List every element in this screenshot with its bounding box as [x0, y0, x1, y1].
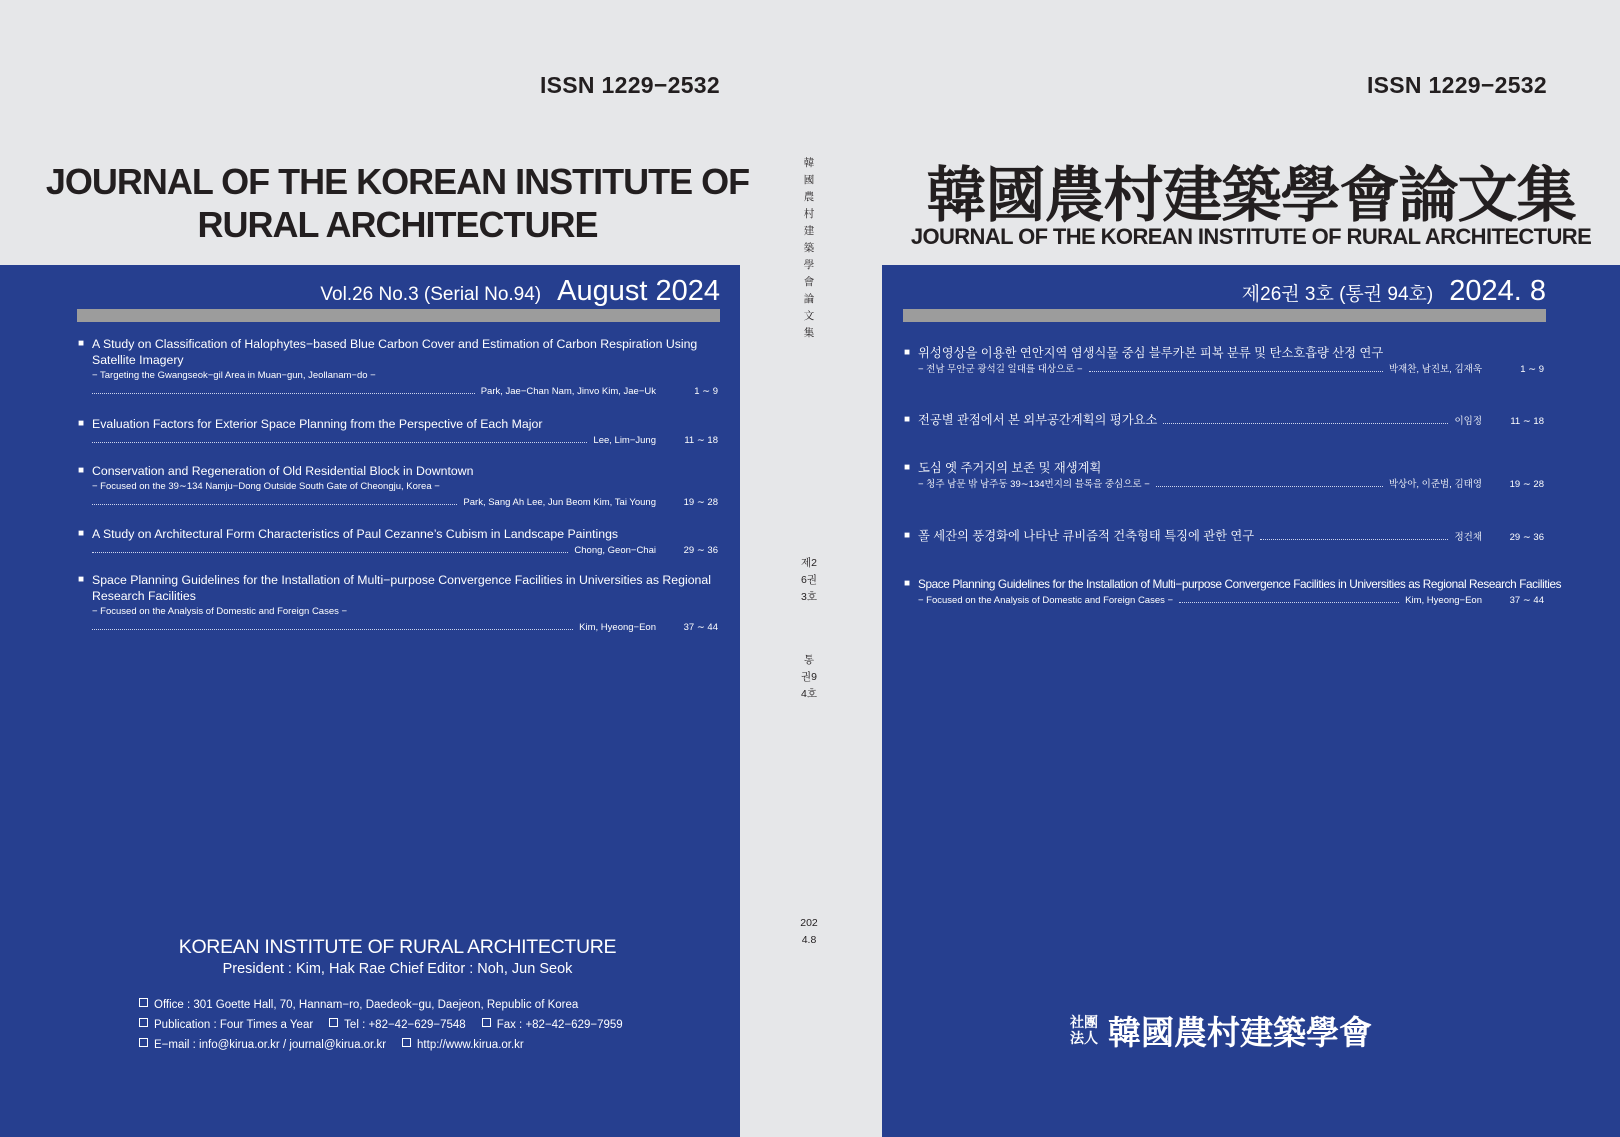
publisher-prefix-2: 法人 [1070, 1030, 1098, 1047]
front-publisher-block [1070, 1007, 1372, 1054]
back-article-authors: Lee, Lim−Jung [593, 435, 656, 446]
back-volume-line [320, 275, 720, 308]
front-article-subtitle: − 전남 무안군 광석길 일대를 대상으로 − [918, 364, 1083, 375]
back-article-pages: 29 ∼ 36 [683, 545, 718, 556]
back-fax: Fax : +82−42−629−7959 [496, 1019, 623, 1031]
spine-date: 2024.8 [800, 917, 818, 946]
back-article-authors: Park, Jae−Chan Nam, Jinvo Kim, Jae−Uk [480, 386, 656, 397]
back-article-2 [78, 416, 718, 448]
back-article-title: ■ A Study on Classification of Halophytes−based Blue Carbon Cover and Estimation of Carbon Respiration Using Satellite Imagery [78, 336, 718, 368]
back-article-pages: 11 ∼ 18 [684, 435, 718, 446]
back-contact-block [139, 995, 623, 1055]
back-article-byline [78, 385, 718, 399]
back-article-pages: 1 ∼ 9 [694, 386, 718, 397]
front-article-title: ■ 위성영상을 이용한 연안지역 염생식물 중심 블루카본 피복 분류 및 탄소호흡량 산정 연구 [904, 345, 1544, 361]
back-article-subtitle: − Focused on the 39∼134 Namju−Dong Outside South Gate of Cheongju, Korea − [92, 481, 440, 492]
spine-volume: 제26권3호 [801, 557, 817, 603]
back-institute-block [100, 935, 695, 979]
front-article-4 [904, 528, 1544, 546]
front-article-byline [904, 363, 1544, 377]
front-publisher-name: 韓國農村建築學會 [1108, 1013, 1372, 1052]
back-article-title: ■ Conservation and Regeneration of Old Residential Block in Downtown [78, 463, 718, 479]
publisher-corporation-mark [1070, 1015, 1098, 1047]
back-contact-line-2 [139, 1015, 623, 1035]
front-article-title: ■ 도심 옛 주거지의 보존 및 재생계획 [904, 460, 1544, 476]
back-volume: Vol.26 No.3 (Serial No.94) [320, 284, 542, 305]
front-article-authors: 정건채 [1454, 532, 1482, 543]
back-article-pages: 37 ∼ 44 [683, 622, 718, 633]
back-gray-rule [77, 309, 720, 322]
front-article-row [904, 528, 1544, 546]
back-date: August 2024 [557, 275, 720, 307]
back-article-byline [78, 496, 718, 510]
back-article-byline [78, 621, 718, 635]
front-article-row [904, 412, 1544, 430]
back-article-1 [78, 336, 718, 399]
back-journal-title [40, 160, 755, 246]
back-article-authors: Park, Sang Ah Lee, Jun Beom Kim, Tai Young [463, 497, 656, 508]
back-article-subtitle: − Focused on the Analysis of Domestic and Foreign Cases − [92, 606, 348, 617]
back-contact-line-1 [139, 995, 623, 1015]
back-contact-line-3 [139, 1035, 623, 1055]
front-date: 2024. 8 [1449, 275, 1546, 307]
back-publication: Publication : Four Times a Year [154, 1019, 314, 1031]
back-article-byline [78, 434, 718, 448]
front-article-3 [904, 460, 1544, 492]
back-article-subtitle: − Targeting the Gwangseok−gil Area in Muan−gun, Jeollanam−do − [92, 370, 376, 381]
back-article-pages: 19 ∼ 28 [683, 497, 718, 508]
back-article-byline [78, 544, 718, 558]
publisher-prefix-1: 社團 [1070, 1014, 1098, 1031]
back-officers: President : Kim, Hak Rae Chief Editor : Noh, Jun Seok [222, 961, 573, 977]
front-article-2 [904, 412, 1544, 430]
front-gray-rule [903, 309, 1546, 322]
back-email: E−mail : info@kirua.or.kr / journal@kirua.or.kr [154, 1039, 387, 1051]
front-article-authors: Kim, Hyeong−Eon [1405, 595, 1482, 606]
front-article-pages: 19 ∼ 28 [1509, 479, 1544, 490]
front-article-byline [904, 594, 1544, 608]
front-article-title: ■ 전공별 관점에서 본 외부공간계획의 평가요소 [918, 413, 1158, 427]
back-article-authors: Chong, Geon−Chai [574, 545, 656, 556]
front-title-hanja: 韓國農村建築學會論文集 [926, 161, 1576, 231]
back-institute-name: KOREAN INSTITUTE OF RURAL ARCHITECTURE [178, 936, 617, 958]
back-title-line-2: RURAL ARCHITECTURE [197, 204, 598, 245]
back-article-4 [78, 526, 718, 558]
spine-title: 韓國農村建築學會論文集 [803, 157, 815, 339]
front-toc [904, 345, 1562, 615]
front-article-subtitle: − Focused on the Analysis of Domestic and Foreign Cases − [918, 595, 1174, 606]
back-website: http://www.kirua.or.kr [417, 1039, 524, 1051]
front-article-title: ■ 폴 세잔의 풍경화에 나타난 큐비즘적 건축형태 특징에 관한 연구 [918, 529, 1255, 543]
front-volume-line [1242, 275, 1546, 308]
front-article-subtitle: − 청주 남문 밖 남주동 39∼134번지의 블록을 중심으로 − [918, 479, 1150, 490]
back-article-title: ■ Space Planning Guidelines for the Installation of Multi−purpose Convergence Facilities in Universities as Regional Research Facilities [78, 572, 718, 604]
front-article-authors: 박재찬, 남진보, 김재욱 [1388, 364, 1482, 375]
front-article-pages: 1 ∼ 9 [1520, 364, 1544, 375]
front-article-pages: 11 ∼ 18 [1510, 416, 1544, 427]
back-office: Office : 301 Goette Hall, 70, Hannam−ro, Daedeok−gu, Daejeon, Republic of Korea [154, 999, 579, 1011]
front-volume: 제26권 3호 (통권 94호) [1241, 284, 1434, 305]
spine-serial: 통권94호 [801, 654, 817, 700]
back-title-line-1: JOURNAL OF THE KOREAN INSTITUTE OF [45, 161, 750, 202]
back-issn: ISSN 1229−2532 [539, 72, 720, 98]
front-title-english: JOURNAL OF THE KOREAN INSTITUTE OF RURAL ARCHITECTURE [910, 224, 1592, 249]
front-article-5 [904, 576, 1562, 608]
front-article-pages: 29 ∼ 36 [1509, 532, 1544, 543]
front-issn: ISSN 1229−2532 [1366, 72, 1547, 98]
back-article-3 [78, 463, 718, 510]
front-article-title: ■ Space Planning Guidelines for the Installation of Multi−purpose Convergence Facilities in Universities as Regional Research Facilities [904, 576, 1544, 592]
back-article-title: ■ A Study on Architectural Form Characteristics of Paul Cezanne’s Cubism in Landscape Paintings [78, 526, 718, 542]
back-toc [78, 336, 718, 636]
front-article-authors: 박상아, 이준범, 김태영 [1388, 479, 1482, 490]
back-tel: Tel : +82−42−629−7548 [344, 1019, 466, 1031]
back-article-5 [78, 572, 718, 635]
back-article-title: ■ Evaluation Factors for Exterior Space Planning from the Perspective of Each Major [78, 416, 718, 432]
front-article-byline [904, 478, 1544, 492]
front-article-authors: 이임정 [1454, 416, 1482, 427]
front-article-1 [904, 345, 1544, 377]
front-article-pages: 37 ∼ 44 [1509, 595, 1544, 606]
back-article-authors: Kim, Hyeong−Eon [579, 622, 656, 633]
